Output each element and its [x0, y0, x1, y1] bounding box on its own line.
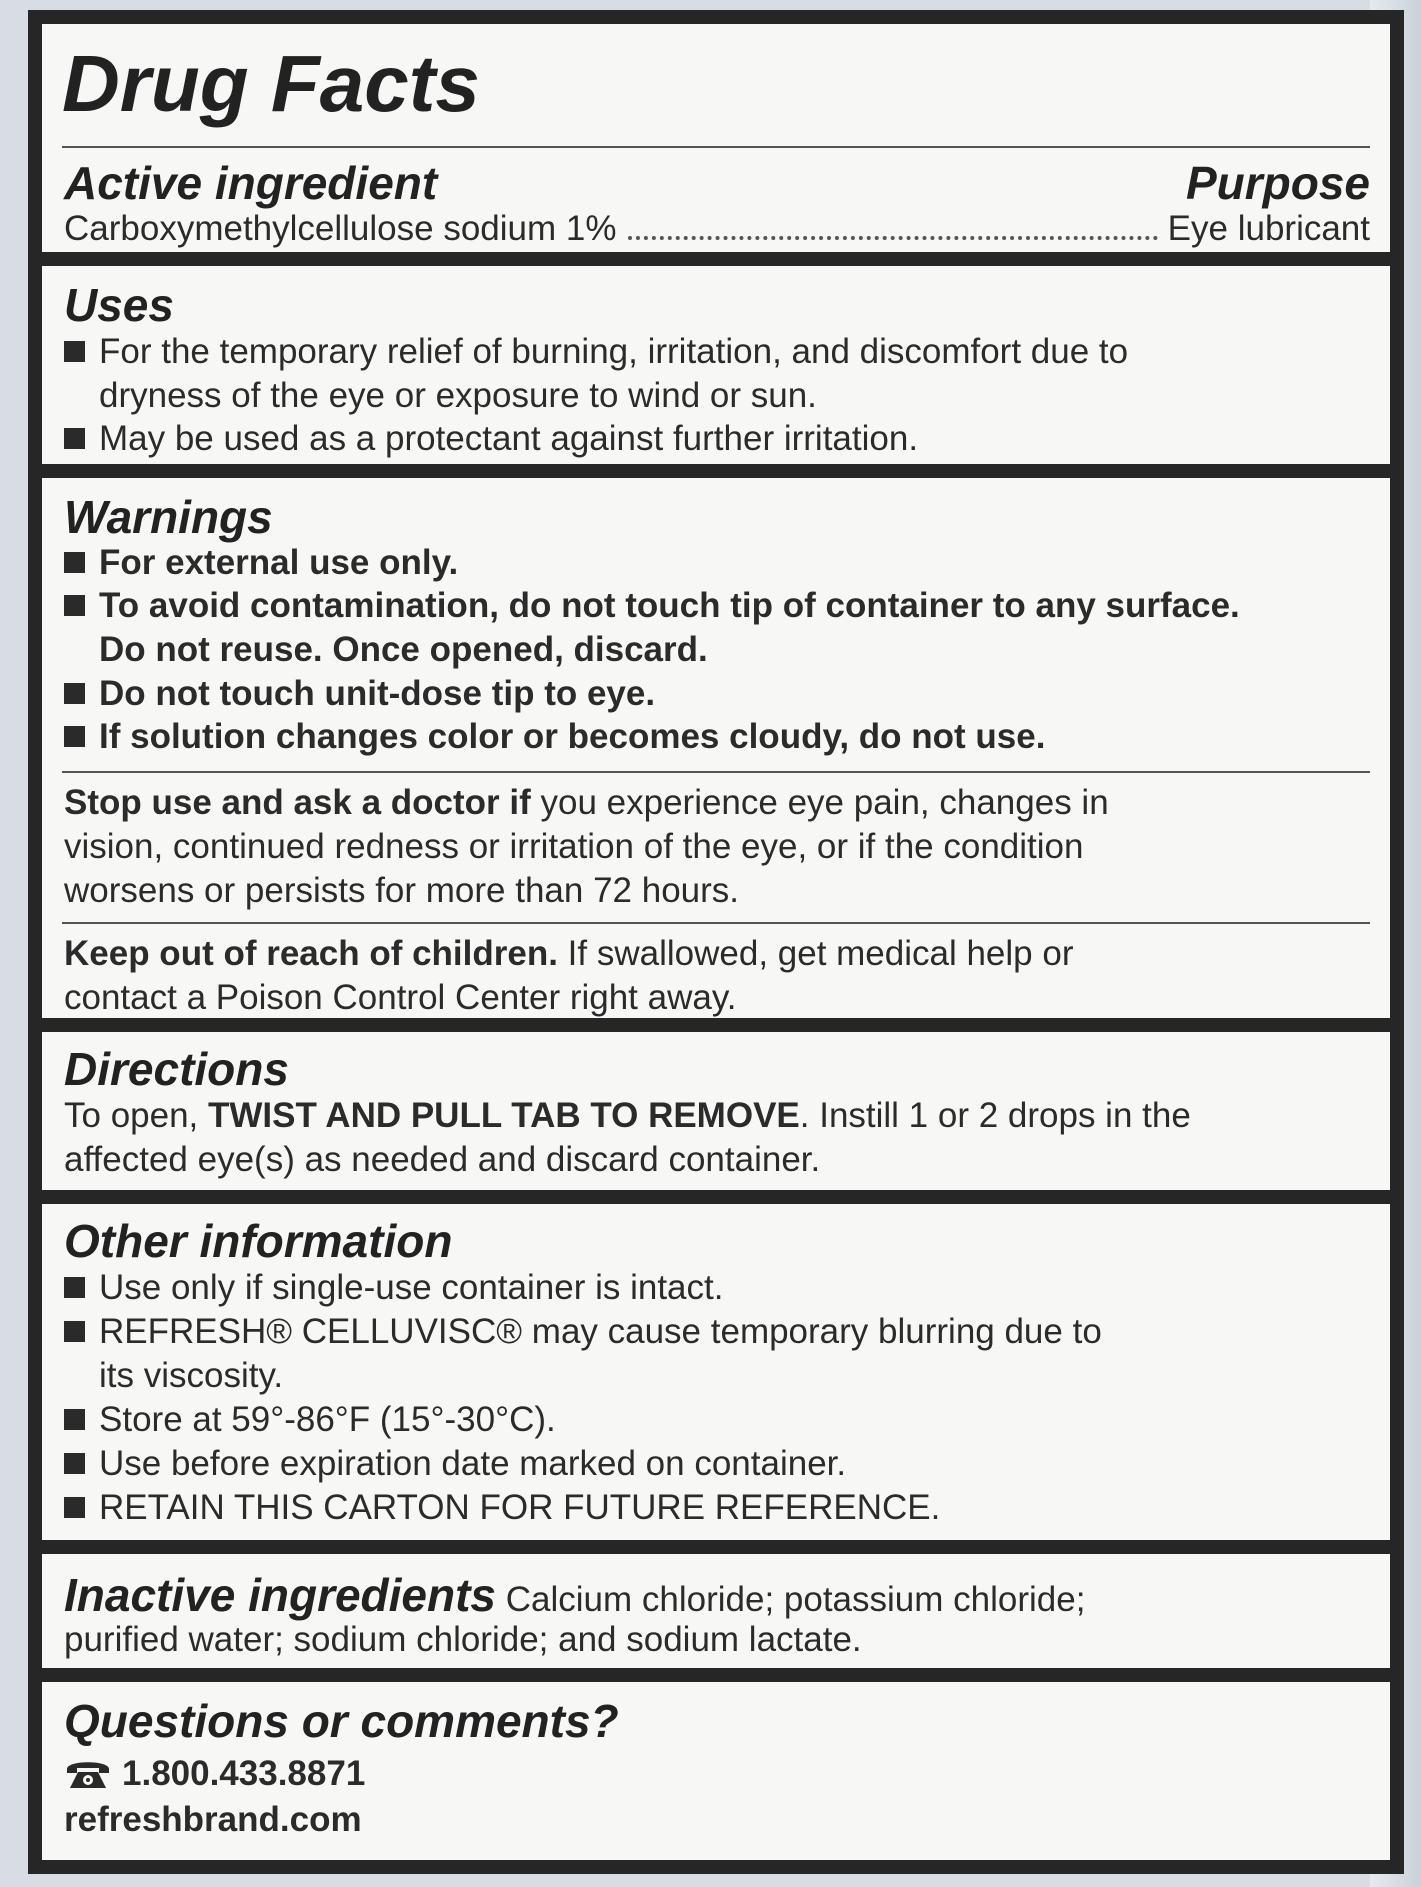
uses-item: For the temporary relief of burning, irritation, and discomfort due to [64, 330, 1128, 374]
warnings-panel [42, 478, 1390, 1018]
active-ingredient-name: Carboxymethylcellulose sodium 1% [64, 209, 617, 248]
uses-item: May be used as a protectant against further irritation. [64, 417, 918, 461]
bullet-icon [64, 1321, 85, 1342]
stop-use-line: Stop use and ask a doctor if you experience eye pain, changes in [64, 783, 1109, 822]
questions-panel [42, 1682, 1390, 1860]
keep-out-line: contact a Poison Control Center right away. [64, 978, 737, 1017]
purpose-heading: Purpose [1185, 157, 1370, 209]
other-info-item: Use only if single-use container is intact. [64, 1266, 723, 1310]
bullet-icon [64, 428, 85, 449]
page-title: Drug Facts [62, 39, 480, 128]
bullet-icon [64, 552, 85, 573]
active-ingredient-row [64, 208, 1370, 250]
other-info-item: Use before expiration date marked on container. [64, 1442, 846, 1486]
bullet-icon [64, 726, 85, 747]
drug-facts-label [28, 10, 1404, 1874]
title-rule [62, 146, 1370, 148]
warning-item: If solution changes color or becomes cloudy, do not use. [64, 715, 1045, 759]
phone-line [64, 1752, 365, 1802]
inactive-line: purified water; sodium chloride; and sodium lactate. [64, 1620, 862, 1659]
other-info-heading: Other information [64, 1215, 453, 1267]
directions-line: affected eye(s) as needed and discard container. [64, 1140, 821, 1179]
keep-out-line: Keep out of reach of children. If swallowed, get medical help or [64, 934, 1074, 973]
bullet-icon [64, 595, 85, 616]
other-info-item: Store at 59°-86°F (15°-30°C). [64, 1398, 556, 1442]
warning-item-continued: Do not reuse. Once opened, discard. [99, 630, 708, 669]
other-info-item: RETAIN THIS CARTON FOR FUTURE REFERENCE. [64, 1486, 940, 1530]
active-ingredient-purpose: Eye lubricant [1167, 209, 1370, 248]
uses-panel [42, 266, 1390, 464]
questions-heading: Questions or comments? [64, 1695, 619, 1747]
phone-number[interactable]: 1.800.433.8871 [122, 1754, 366, 1793]
warning-item: Do not touch unit-dose tip to eye. [64, 672, 655, 716]
bullet-icon [64, 683, 85, 704]
other-info-panel [42, 1204, 1390, 1540]
warnings-rule [62, 771, 1370, 773]
uses-heading: Uses [64, 279, 174, 331]
inactive-panel [42, 1554, 1390, 1668]
active-ingredient-heading: Active ingredient [64, 157, 438, 209]
stop-use-line: vision, continued redness or irritation of the eye, or if the condition [64, 827, 1084, 866]
warnings-rule [62, 922, 1370, 924]
warning-item: For external use only. [64, 541, 458, 585]
warnings-heading: Warnings [64, 491, 273, 543]
other-info-item: REFRESH® CELLUVISC® may cause temporary blurring due to [64, 1310, 1102, 1354]
warning-item: To avoid contamination, do not touch tip of container to any surface. [64, 584, 1240, 628]
directions-panel [42, 1032, 1390, 1190]
bullet-icon [64, 1409, 85, 1430]
inactive-heading: Inactive ingredients [64, 1569, 497, 1621]
bullet-icon [64, 341, 85, 362]
bullet-icon [64, 1277, 85, 1298]
website-link[interactable]: refreshbrand.com [64, 1800, 362, 1839]
title-panel [42, 24, 1390, 252]
phone-icon [64, 1757, 112, 1802]
leader-dots [628, 208, 1157, 240]
other-info-item-continued: its viscosity. [99, 1356, 284, 1395]
directions-line: To open, TWIST AND PULL TAB TO REMOVE. Instill 1 or 2 drops in the [64, 1096, 1191, 1135]
directions-heading: Directions [64, 1043, 289, 1095]
inactive-line: Inactive ingredients Calcium chloride; potassium chloride; [64, 1569, 1086, 1621]
bullet-icon [64, 1497, 85, 1518]
bullet-icon [64, 1453, 85, 1474]
uses-item-continued: dryness of the eye or exposure to wind or sun. [99, 376, 817, 415]
stop-use-line: worsens or persists for more than 72 hours. [64, 871, 740, 910]
